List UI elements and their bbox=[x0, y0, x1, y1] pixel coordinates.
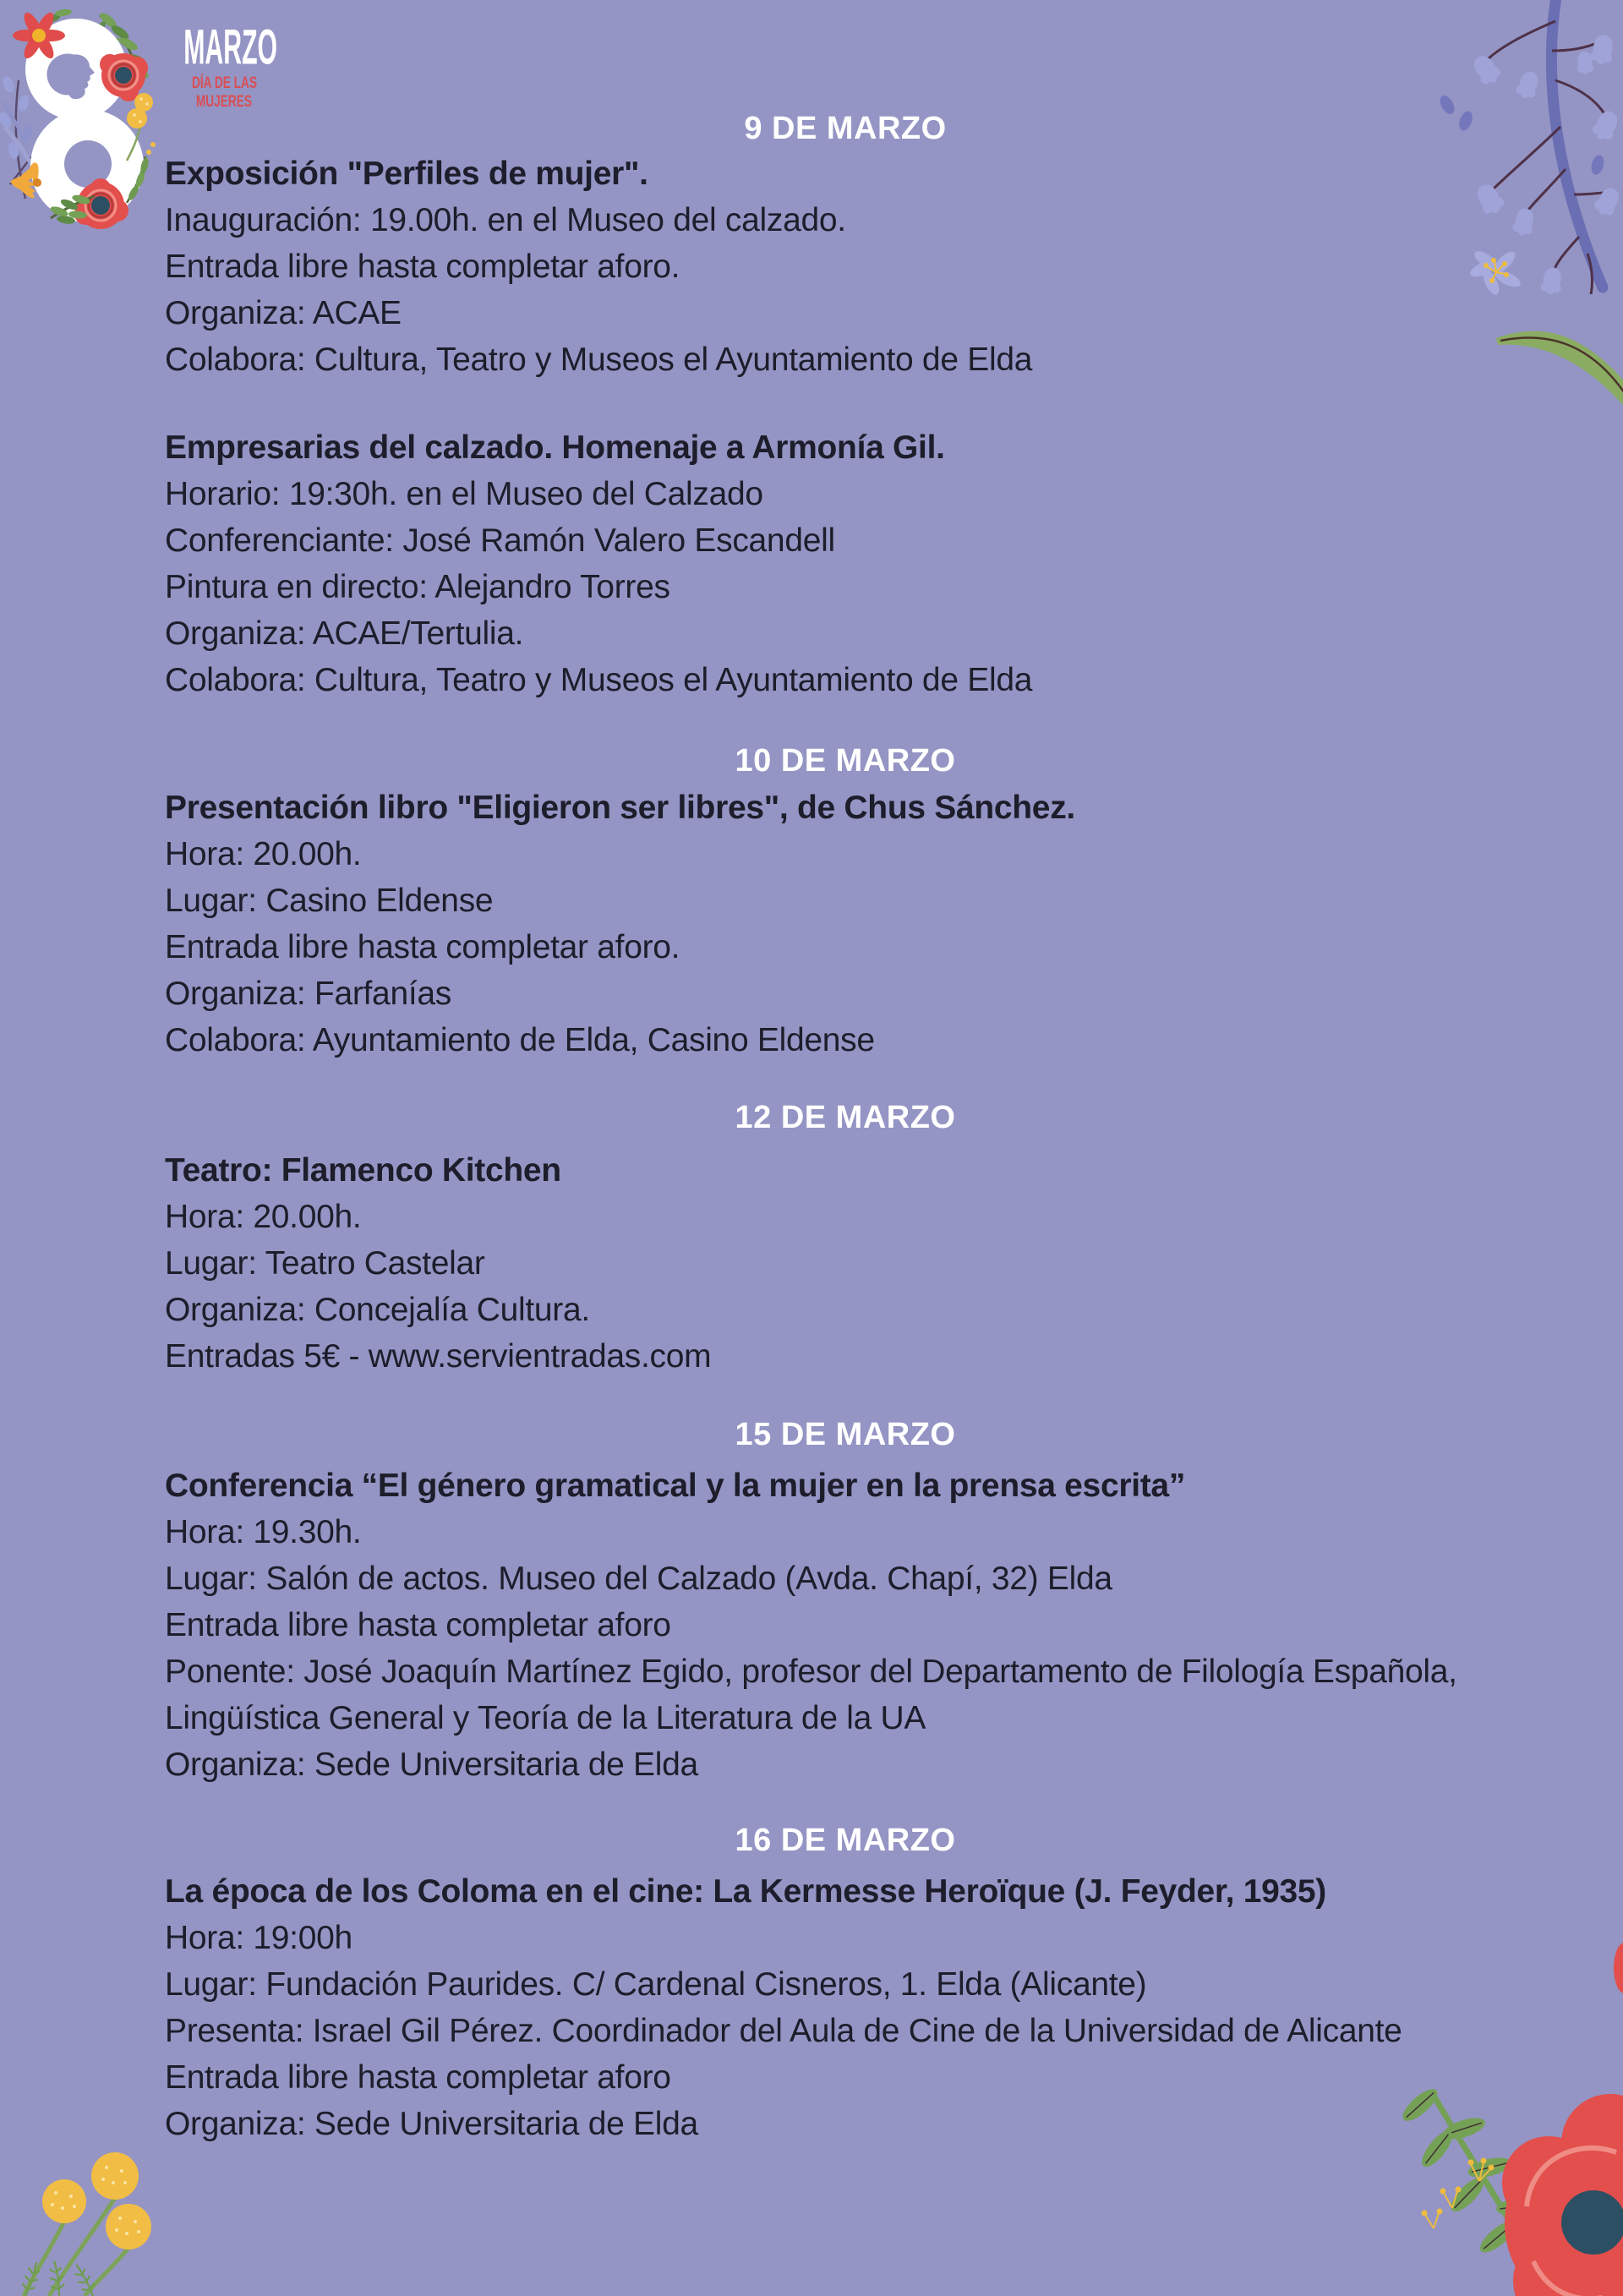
event-title: Teatro: Flamenco Kitchen bbox=[165, 1152, 561, 1189]
event-section bbox=[165, 784, 1585, 1063]
event-line: Entrada libre hasta completar aforo bbox=[165, 2059, 671, 2096]
event-title: Presentación libro "Eligieron ser libres", de Chus Sánchez. bbox=[165, 790, 1075, 826]
craspedia-flowers-illustration bbox=[0, 2147, 178, 2296]
date-header-9-marzo: 9 DE MARZO bbox=[744, 111, 947, 146]
event-title: Exposición "Perfiles de mujer". bbox=[165, 156, 648, 192]
date-header-15-marzo: 15 DE MARZO bbox=[735, 1417, 956, 1452]
event-title: Conferencia “El género gramatical y la mujer en la prensa escrita” bbox=[165, 1468, 1186, 1504]
red-star-flower-icon bbox=[13, 10, 65, 61]
event-section bbox=[165, 1462, 1585, 1788]
event-section bbox=[165, 424, 1585, 703]
event-line: Organiza: ACAE bbox=[165, 295, 402, 331]
poppy-flower-icon bbox=[74, 178, 128, 229]
event-line: Hora: 19.30h. bbox=[165, 1514, 362, 1550]
event-line: Hora: 20.00h. bbox=[165, 836, 362, 872]
event-section bbox=[165, 1147, 1585, 1380]
leaf-sprig-icon bbox=[49, 142, 156, 225]
fern-leaves-icon bbox=[19, 2260, 99, 2296]
event-line: Entrada libre hasta completar aforo. bbox=[165, 929, 680, 965]
event-line: Organiza: Farfanías bbox=[165, 976, 451, 1012]
event-line: Lugar: Salón de actos. Museo del Calzado (Avda. Chapí, 32) Elda bbox=[165, 1561, 1112, 1597]
event-title: La época de los Coloma en el cine: La Kermesse Heroïque (J. Feyder, 1935) bbox=[165, 1873, 1326, 1910]
logo-subtitle-line1: DÍA DE LAS bbox=[191, 74, 257, 92]
woman-profile-silhouette-icon bbox=[68, 54, 95, 99]
event-line: Lingüística General y Teoría de la Literatura de la UA bbox=[165, 1700, 926, 1736]
event-line: Organiza: Concejalía Cultura. bbox=[165, 1292, 590, 1328]
poppy-flower-icon bbox=[100, 53, 148, 101]
event-title: Empresarias del calzado. Homenaje a Armonía Gil. bbox=[165, 429, 945, 466]
date-header-16-marzo: 16 DE MARZO bbox=[735, 1823, 956, 1858]
poppy-petal-edge-icon bbox=[1614, 1943, 1623, 1993]
event-line: Colabora: Cultura, Teatro y Museos el Ayuntamiento de Elda bbox=[165, 342, 1033, 378]
event-line: Horario: 19:30h. en el Museo del Calzado bbox=[165, 476, 763, 512]
event-line: Hora: 20.00h. bbox=[165, 1199, 362, 1235]
event-section bbox=[165, 150, 1585, 383]
event-line: Hora: 19:00h bbox=[165, 1920, 352, 1956]
event-line: Colabora: Cultura, Teatro y Museos el Ayuntamiento de Elda bbox=[165, 662, 1033, 698]
event-line: Organiza: ACAE/Tertulia. bbox=[165, 615, 524, 652]
logo-subtitle-line2: MUJERES bbox=[195, 93, 253, 111]
date-header-12-marzo: 12 DE MARZO bbox=[735, 1100, 956, 1135]
yellow-bud-sprigs-icon bbox=[1425, 2162, 1490, 2228]
event-line: Colabora: Ayuntamiento de Elda, Casino Eldense bbox=[165, 1022, 875, 1058]
craspedia-ball-icon bbox=[42, 2152, 151, 2250]
event-line: Entrada libre hasta completar aforo. bbox=[165, 249, 680, 285]
date-header-10-marzo: 10 DE MARZO bbox=[735, 743, 956, 779]
event-line: Lugar: Casino Eldense bbox=[165, 883, 494, 919]
orange-daisy-icon bbox=[10, 161, 41, 200]
event-line: Organiza: Sede Universitaria de Elda bbox=[165, 1747, 698, 1783]
event-line: Presenta: Israel Gil Pérez. Coordinador del Aula de Cine de la Universidad de Alicante bbox=[165, 2013, 1402, 2049]
event-line: Conferenciante: José Ramón Valero Escandell bbox=[165, 522, 835, 559]
event-section bbox=[165, 1868, 1585, 2147]
event-line: Lugar: Fundación Paurides. C/ Cardenal Cisneros, 1. Elda (Alicante) bbox=[165, 1966, 1147, 2003]
event-line: Inauguración: 19.00h. en el Museo del calzado. bbox=[165, 202, 846, 238]
event-line: Organiza: Sede Universitaria de Elda bbox=[165, 2106, 698, 2142]
event-line: Entradas 5€ - www.servientradas.com bbox=[165, 1338, 712, 1375]
event-line: Lugar: Teatro Castelar bbox=[165, 1245, 485, 1282]
event-line: Ponente: José Joaquín Martínez Egido, profesor del Departamento de Filología Española, bbox=[165, 1654, 1457, 1690]
logo-month-title: MARZO bbox=[183, 18, 278, 74]
event-line: Entrada libre hasta completar aforo bbox=[165, 1607, 671, 1643]
event-line: Pintura en directo: Alejandro Torres bbox=[165, 569, 670, 605]
leaf-sprig-icon bbox=[43, 8, 149, 85]
